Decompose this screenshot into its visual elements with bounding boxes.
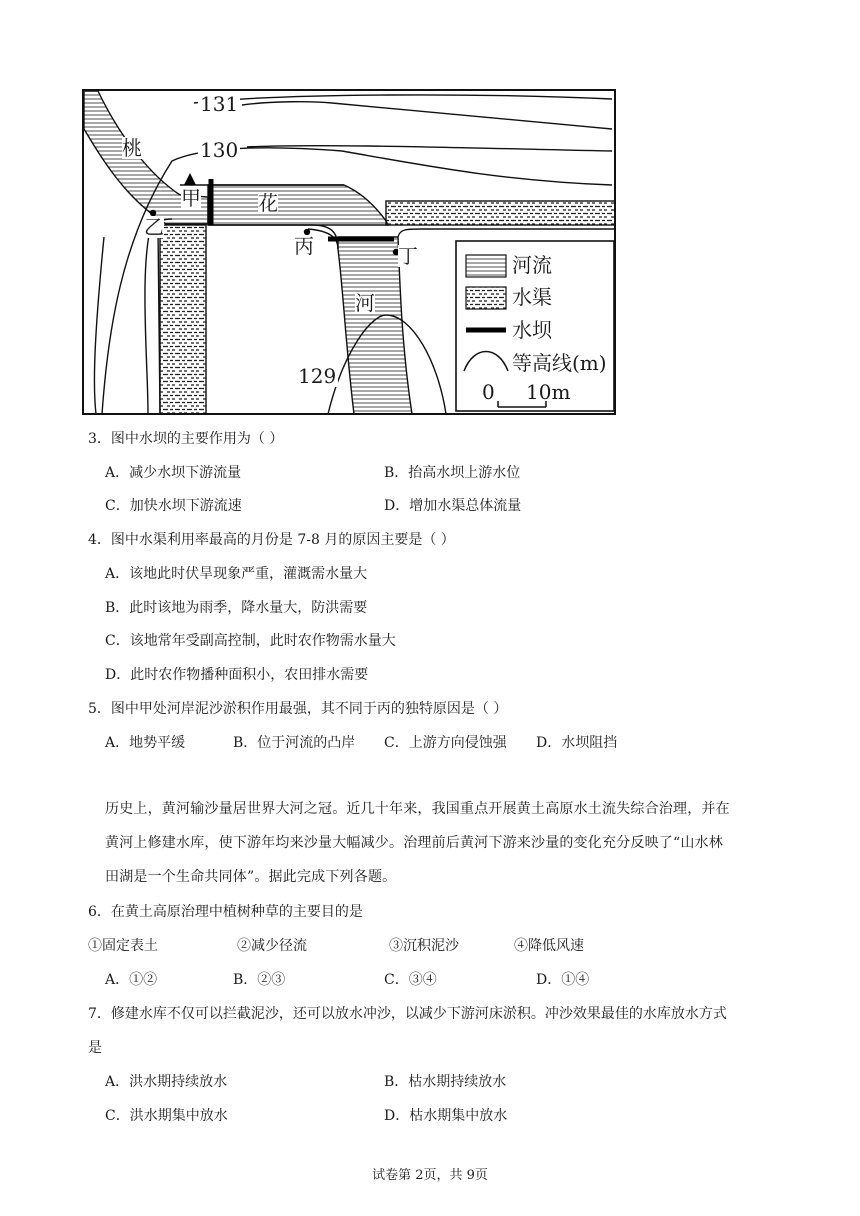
reading-passage [105, 792, 775, 894]
place-label-tao: 桃 [122, 136, 142, 160]
legend-river-label: 河流 [512, 253, 552, 277]
q7-option-a[interactable]: A．洪水期持续放水 [105, 1074, 228, 1090]
question-3-stem: 3．图中水坝的主要作用为（ ） [88, 431, 284, 447]
q5-option-c[interactable]: C．上游方向侵蚀强 [384, 735, 507, 751]
q6-option-d[interactable]: D．①④ [536, 972, 590, 988]
q3-option-c[interactable]: C．加快水坝下游流速 [105, 498, 242, 514]
q6-item-1: ①固定表土 [88, 938, 158, 954]
place-label-hua: 花 [258, 191, 278, 215]
legend-scale-zero: 0 [482, 380, 495, 404]
q3-option-d[interactable]: D．增加水渠总体流量 [384, 498, 522, 514]
place-label-he: 河 [355, 291, 375, 315]
legend-dam-label: 水坝 [512, 318, 552, 342]
legend-river-swatch [466, 255, 506, 277]
q4-option-a[interactable]: A．该地此时伏旱现象严重，灌溉需水量大 [105, 566, 368, 582]
q6-item-3: ③沉积泥沙 [389, 938, 459, 954]
passage-line-2: 黄河上修建水库，使下游年均来沙量大幅减少。治理前后黄河下游来沙量的变化充分反映了“山水林 [105, 835, 723, 851]
legend-contour-label: 等高线(m) [512, 351, 607, 375]
place-label-yi: 乙 [144, 215, 164, 239]
passage-line-1: 历史上，黄河输沙量居世界大河之冠。近几十年来，我国重点开展黄土高原水土流失综合治理，并在 [105, 801, 730, 817]
canal-horizontal [386, 201, 616, 225]
place-label-ding: 丁 [398, 244, 418, 268]
contour-label-130: 130 [200, 138, 239, 162]
legend-scale-value: 10m [526, 380, 571, 404]
q3-option-a[interactable]: A．减少水坝下游流量 [105, 465, 242, 481]
contour-label-131: 131 [200, 92, 239, 116]
question-5-stem: 5．图中甲处河岸泥沙淤积作用最强，其不同于丙的独特原因是（ ） [88, 701, 508, 717]
question-7-stem-line1: 7．修建水库不仅可以拦截泥沙，还可以放水冲沙，以减少下游河床淤积。冲沙效果最佳的水库放水方式 [88, 1006, 727, 1022]
question-7-stem-line2: 是 [88, 1040, 102, 1056]
legend-canal-label: 水渠 [512, 285, 552, 309]
passage-line-3: 田湖是一个生命共同体”。据此完成下列各题。 [105, 869, 397, 885]
place-label-jia: 甲 [181, 186, 201, 210]
question-6-stem: 6．在黄土高原治理中植树种草的主要目的是 [88, 904, 363, 920]
q5-option-d[interactable]: D．水坝阻挡 [536, 735, 618, 751]
q5-option-b[interactable]: B．位于河流的凸岸 [233, 735, 356, 751]
q4-option-c[interactable]: C．该地常年受副高控制，此时农作物需水量大 [105, 633, 396, 649]
q6-option-c[interactable]: C．③④ [384, 972, 437, 988]
canal-vertical [160, 225, 206, 414]
contour-map-figure [82, 89, 616, 415]
q4-option-d[interactable]: D．此时农作物播种面积小，农田排水需要 [105, 667, 369, 683]
q5-option-a[interactable]: A．地势平缓 [105, 735, 186, 751]
question-4-stem: 4．图中水渠利用率最高的月份是 7-8 月的原因主要是（ ） [88, 532, 455, 548]
legend-canal-swatch [466, 287, 506, 309]
q6-item-4: ④降低风速 [514, 938, 584, 954]
q6-item-2: ②减少径流 [237, 938, 307, 954]
page-footer: 试卷第 2页，共 9页 [372, 1168, 488, 1183]
q3-option-b[interactable]: B．抬高水坝上游水位 [384, 465, 521, 481]
q7-option-c[interactable]: C．洪水期集中放水 [105, 1108, 228, 1124]
q6-option-a[interactable]: A．①② [105, 972, 158, 988]
q4-option-b[interactable]: B．此时该地为雨季，降水量大，防洪需要 [105, 600, 368, 616]
q6-option-b[interactable]: B．②③ [233, 972, 286, 988]
contour-label-129: 129 [298, 364, 337, 388]
place-label-bing: 丙 [294, 234, 314, 258]
q7-option-b[interactable]: B．枯水期持续放水 [384, 1074, 507, 1090]
q7-option-d[interactable]: D．枯水期集中放水 [384, 1108, 508, 1124]
